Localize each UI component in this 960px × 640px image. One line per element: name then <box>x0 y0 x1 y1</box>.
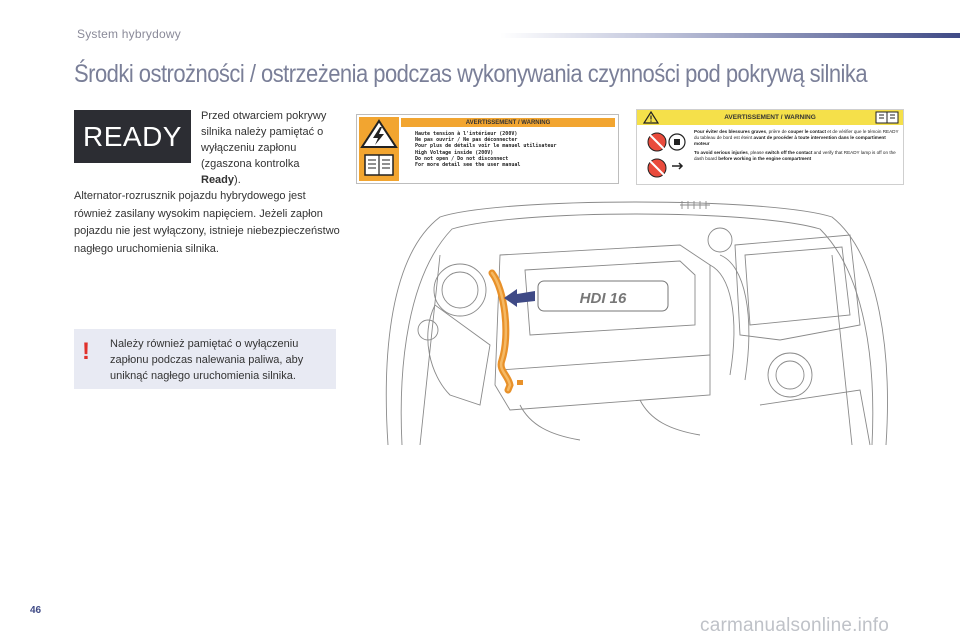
yellow-fr-bold: Pour éviter des blessures graves <box>694 129 767 134</box>
note-text: Należy również pamiętać o wyłączeniu zapłonu podczas nalewania paliwa, aby uniknąć nagłego uruchomienia silnika. <box>110 338 304 382</box>
yellow-warning-label <box>636 109 904 185</box>
orange-label-line: High Voltage inside (200V) <box>415 149 494 156</box>
intro-text: Przed otwarciem pokrywy silnika należy pamiętać o wyłączeniu zapłonu (zgaszona kontrolka <box>201 110 327 170</box>
no-access-icon <box>645 128 689 182</box>
yellow-fr-text: , prière de <box>766 129 788 134</box>
intro-ready-word: Ready <box>201 174 235 186</box>
yellow-label-text <box>694 129 900 162</box>
yellow-fr-text: et de vérifier que le témoin READY du tableau de bord est éteint <box>694 129 899 140</box>
exclamation-icon: ! <box>82 338 90 365</box>
arrow-icon <box>504 289 535 307</box>
engine-bay-illustration <box>380 195 892 447</box>
yellow-en-text: , please <box>747 150 766 155</box>
orange-label-line: For more detail see the user manual <box>415 162 521 169</box>
section-label: System hybrydowy <box>77 27 181 41</box>
body-paragraph: Alternator-rozrusznik pojazdu hybrydowego jest również zasilany wysokim napięciem. Jeżeli zapłon pojazdu nie jest wyłączony, istnieje niebezpieczeństwo nagłego uruchomienia silnika. <box>74 190 340 255</box>
orange-label-symbols <box>359 117 399 181</box>
yellow-en-bold: To avoid serious injuries <box>694 150 748 155</box>
yellow-en-bold: switch off the contact <box>765 150 813 155</box>
orange-warning-label <box>356 114 619 184</box>
orange-label-header: AVERTISSEMENT / WARNING <box>401 118 615 127</box>
yellow-en-text: and verify that READY lamp is off on the dash board <box>694 150 896 161</box>
page-number: 46 <box>30 605 42 616</box>
key-icon <box>672 163 682 169</box>
orange-label-line: Do not open / Do not disconnect <box>415 155 509 162</box>
orange-label-line: Haute tension à l'intérieur (200V) <box>415 131 518 137</box>
engine-cover-text: HDI 16 <box>579 290 627 307</box>
page-title: Środki ostrożności / ostrzeżenia podczas wykonywania czynności pod pokrywą silnika <box>74 60 868 88</box>
ready-indicator: READY <box>74 110 191 163</box>
note-box <box>74 329 336 389</box>
header-bar <box>500 33 960 38</box>
intro-end: ). <box>234 174 241 186</box>
manual-book-icon <box>875 111 899 124</box>
yellow-label-header: AVERTISSEMENT / WARNING <box>637 110 903 125</box>
watermark: carmanualsonline.info <box>700 615 890 636</box>
yellow-en-bold: before working in the engine compartment <box>718 156 812 161</box>
orange-label-text <box>415 131 615 168</box>
intro-paragraph <box>201 108 336 188</box>
orange-label-line: Pour plus de détails voir le manuel utilisateur <box>415 143 557 150</box>
yellow-fr-bold: couper le contact <box>787 129 827 134</box>
yellow-fr-bold: avant de procéder à toute intervention dans le compartiment moteur <box>694 135 886 146</box>
orange-label-line: Ne pas ouvrir / Ne pas déconnecter <box>415 137 518 144</box>
warning-triangle-icon <box>643 111 659 124</box>
high-voltage-icon <box>359 117 399 181</box>
